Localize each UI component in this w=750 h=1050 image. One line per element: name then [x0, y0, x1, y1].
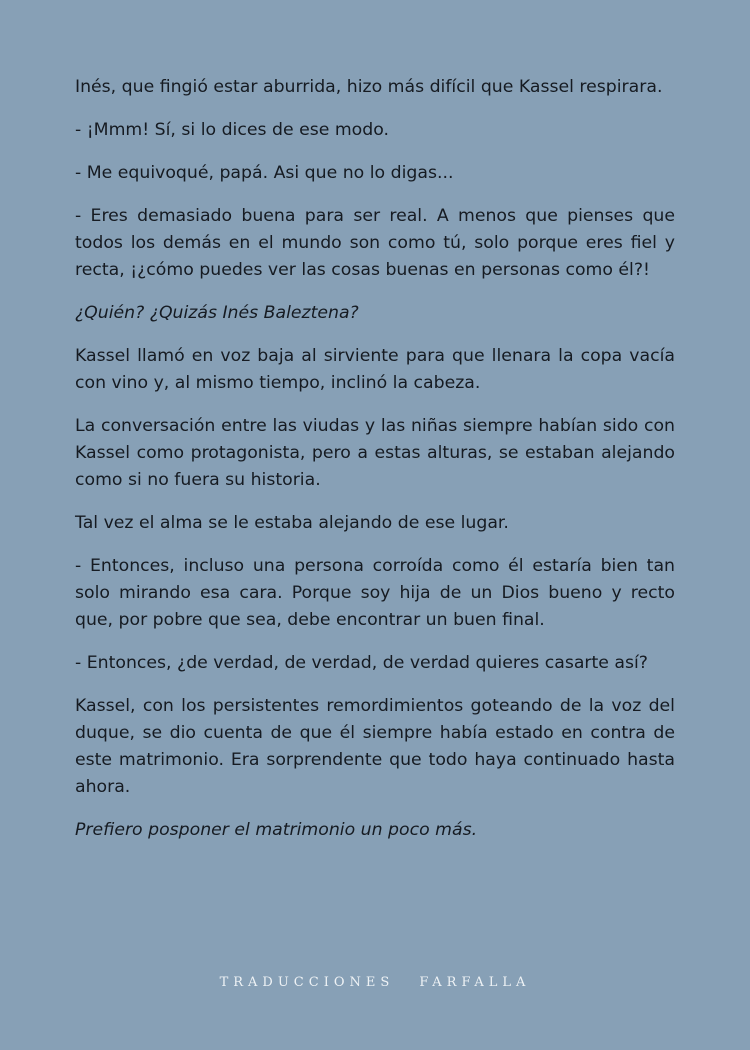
paragraph-italic: Prefiero posponer el matrimonio un poco más. [75, 820, 478, 840]
paragraph: - Entonces, incluso una persona corroída como él estaría bien tan solo mirando esa cara. Porque soy hija de un Dios bueno y recto que, por pobre que sea, debe encontrar un buen final. [75, 556, 675, 630]
paragraph: - Entonces, ¿de verdad, de verdad, de verdad quieres casarte así? [75, 653, 648, 673]
paragraph: - Eres demasiado buena para ser real. A menos que pienses que todos los demás en el mundo son como tú, solo porque eres fiel y recta, ¡¿cómo puedes ver las cosas buenas en personas como él?! [75, 206, 675, 280]
footer-credit [0, 975, 750, 990]
paragraph: Tal vez el alma se le estaba alejando de ese lugar. [75, 513, 509, 533]
paragraph: - ¡Mmm! Sí, si lo dices de ese modo. [75, 120, 389, 140]
page-body [75, 74, 675, 860]
paragraph: Inés, que fingió estar aburrida, hizo más difícil que Kassel respirara. [75, 77, 663, 97]
footer-word: FARFALLA [419, 975, 531, 990]
paragraph: La conversación entre las viudas y las niñas siempre habían sido con Kassel como protagonista, pero a estas alturas, se estaban alejando como si no fuera su historia. [75, 416, 675, 490]
paragraph-italic: ¿Quién? ¿Quizás Inés Baleztena? [75, 303, 359, 323]
paragraph: Kassel llamó en voz baja al sirviente para que llenara la copa vacía con vino y, al mismo tiempo, inclinó la cabeza. [75, 346, 675, 393]
footer-word: TRADUCCIONES [219, 975, 395, 990]
paragraph: Kassel, con los persistentes remordimientos goteando de la voz del duque, se dio cuenta de que él siempre había estado en contra de este matrimonio. Era sorprendente que todo haya continuado hasta ahora. [75, 696, 675, 797]
paragraph: - Me equivoqué, papá. Asi que no lo digas... [75, 163, 454, 183]
